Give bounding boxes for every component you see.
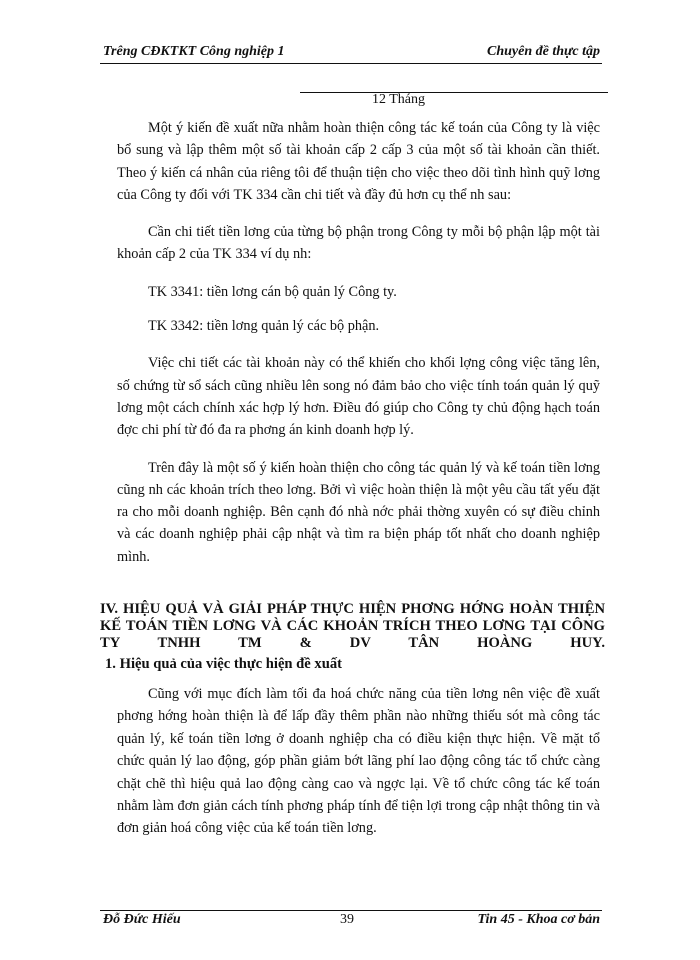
paragraph: Một ý kiến đề xuất nữa nhằm hoàn thiện công tác kế toán của Công ty là việc bổ sung và lập thêm một số tài khoản cấp 2 cấp 3 của một số tài khoản cần thiết. Theo ý kiến cá nhân của riêng tôi để thuận tiện cho việc theo dõi tình hình quỹ lơng của Công ty đối với TK 334 cần chi tiết và đầy đủ hơn cụ thể nh sau: [117,120,600,203]
header-left: Trêng CĐKTKT Công nghiệp 1 [103,44,285,59]
header-divider [100,63,602,64]
section-heading: IV. HIỆU QUẢ VÀ GIẢI PHÁP THỰC HIỆN PHƠNG HỚNG HOÀN THIỆN KẾ TOÁN TIỀN LƠNG VÀ CÁC KHOẢN TRÍCH THEO LƠNG TẠI CÔNG TY TNHH TM & DV TÂN HOÀNG HUY. [100,601,605,651]
list-item: TK 3341: tiền lơng cán bộ quản lý Công ty. [148,283,397,300]
paragraph: Cũng với mục đích làm tối đa hoá chức năng của tiền lơng nên việc đề xuất phơng hớng hoàn thiện là để lấp đầy thêm phần nào những thiếu sót mà công tác quản lý, kế toán tiền lơng ở doanh nghiệp cha có điều kiện thực hiện. Về mặt tổ chức quản lý lao động, góp phần giảm bớt lãng phí lao động công tác tổ chức càng chặt chẽ thì hiệu quả lao động càng cao và ngợc lại. Về tổ chức công tác kế toán nhằm làm đơn giản cách tính phơng pháp tính để tiện lợi trong cập nhật thông tin và đơn giản hoá công việc của kế toán tiền lơng. [117,686,600,837]
paragraph: Việc chi tiết các tài khoản này có thể khiến cho khối lợng công việc tăng lên, số chứng từ sổ sách cũng nhiều lên song nó đảm bảo cho việc tính toán quản lý quỹ lơng một cách chính xác hợp lý hơn. Điều đó giúp cho Công ty chủ động hạch toán đợc chi phí từ đó đa ra phơng án kinh doanh hợp lý. [117,355,600,439]
footer-right: Tin 45 - Khoa cơ bản [477,912,600,927]
subsection-heading: 1. Hiệu quả của việc thực hiện đề xuất [105,656,342,672]
list-item: TK 3342: tiền lơng quản lý các bộ phận. [148,318,380,335]
footer-author: Đỗ Đức Hiếu [103,912,181,927]
header-right: Chuyên đề thực tập [486,44,600,59]
paragraph: Cần chi tiết tiền lơng của từng bộ phận trong Công ty mỗi bộ phận lập một tài khoản cấp 2 của TK 334 ví dụ nh: [117,224,600,263]
footer-divider [100,910,602,911]
body-text [117,117,600,583]
section-body [117,683,600,840]
paragraph: Trên đây là một số ý kiến hoàn thiện cho công tác quản lý và kế toán tiền lơng cũng nh các khoản trích theo lơng. Bởi vì việc hoàn thiện là một yêu cầu tất yếu đặt ra cho mỗi doanh nghiệp. Bên cạnh đó nhà nớc phải thờng xuyên có sự điều chỉnh và các doanh nghiệp phải cập nhật và tìm ra biện pháp tốt nhất cho doanh nghiệp mình. [117,459,600,565]
page-number: 39 [340,912,354,927]
signature-line [300,92,608,93]
signature-label: 12 Tháng [372,92,426,107]
